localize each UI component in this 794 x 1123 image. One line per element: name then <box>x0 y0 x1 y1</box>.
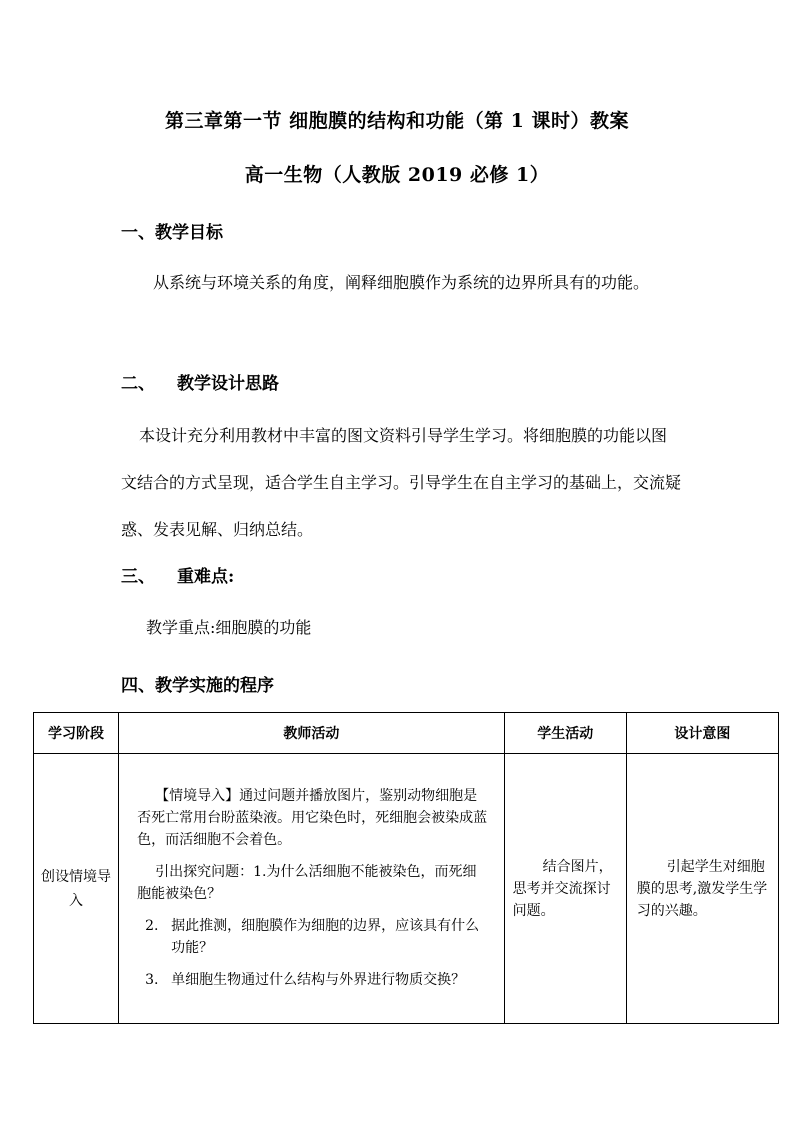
section-heading-procedure <box>121 671 274 696</box>
table-row <box>34 754 779 1024</box>
teacher-question-2 <box>137 915 490 959</box>
section-heading-key-points <box>121 562 234 587</box>
section-number: 一、 <box>121 223 155 243</box>
document-subtitle: 高一生物（人教版 2019 必修 1） <box>244 164 550 186</box>
question-text: 据此推测，细胞膜作为细胞的边界，应该具有什么功能？ <box>171 917 480 956</box>
table-header-row <box>34 713 779 754</box>
teacher-question-3 <box>137 969 490 991</box>
section-label: 教学目标 <box>155 223 223 243</box>
section-label: 教学设计思路 <box>177 374 279 394</box>
student-activity-text: 结合图片，思考并交流探讨问题。 <box>512 858 613 919</box>
teacher-question-1: 引出探究问题：1.为什么活细胞不能被染色，而死细胞能被染色？ <box>137 863 477 902</box>
design-paragraph: 本设计充分利用教材中丰富的图文资料引导学生学习。将细胞膜的功能以图文结合的方式呈现，适合学生自主学习。引导学生在自主学习的基础上，交流疑惑、发表见解、归纳总结。 <box>121 426 682 539</box>
cell-teacher-activity <box>119 754 505 1024</box>
question-text: 单细胞生物通过什么结构与外界进行物质交换？ <box>171 971 466 988</box>
question-number: 2. <box>145 917 159 934</box>
question-number: 3. <box>145 971 159 988</box>
header-design-intent: 设计意图 <box>626 713 778 754</box>
section-label: 重难点: <box>177 567 235 587</box>
section-heading-objectives <box>121 218 223 243</box>
section-number: 四、 <box>121 676 155 696</box>
header-student-activity: 学生活动 <box>504 713 626 754</box>
header-teacher-activity: 教师活动 <box>119 713 505 754</box>
section-number: 三、 <box>121 567 155 587</box>
cell-design-intent <box>626 754 778 1024</box>
cell-stage: 创设情境导入 <box>34 754 119 1024</box>
section-label: 教学实施的程序 <box>155 676 274 696</box>
document-title: 第三章第一节 细胞膜的结构和功能（第 1 课时）教案 <box>164 110 630 132</box>
design-intent-text: 引起学生对细胞膜的思考,激发学生学习的兴趣。 <box>636 858 768 919</box>
section-heading-design <box>121 369 279 394</box>
header-stage: 学习阶段 <box>34 713 119 754</box>
key-point-paragraph: 教学重点:细胞膜的功能 <box>146 618 312 637</box>
procedure-table <box>33 712 779 1024</box>
teacher-intro: 【情境导入】通过问题并播放图片，鉴别动物细胞是否死亡常用台盼蓝染液。用它染色时，死细胞会被染成蓝色，而活细胞不会着色。 <box>137 787 488 848</box>
section-number: 二、 <box>121 374 155 394</box>
cell-student-activity <box>504 754 626 1024</box>
objective-paragraph: 从系统与环境关系的角度，阐释细胞膜作为系统的边界所具有的功能。 <box>153 273 650 292</box>
